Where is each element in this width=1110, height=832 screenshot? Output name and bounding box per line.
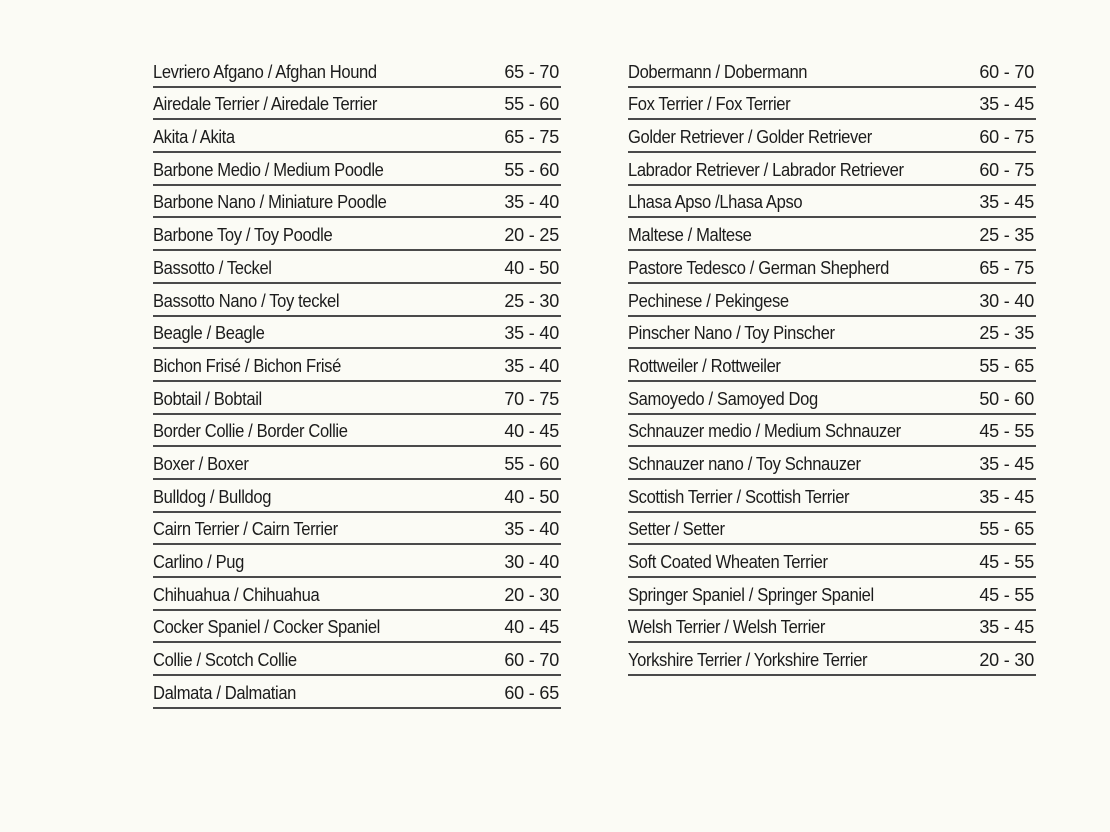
size-range: 55 - 65 <box>979 355 1034 376</box>
size-range: 35 - 45 <box>979 617 1034 638</box>
breed-name: Barbone Toy / Toy Poodle <box>153 225 333 246</box>
breed-row <box>153 153 561 186</box>
size-range: 40 - 50 <box>504 486 559 507</box>
size-range: 70 - 75 <box>504 388 559 409</box>
breed-name: Pinscher Nano / Toy Pinscher <box>628 323 835 344</box>
size-range: 25 - 30 <box>504 290 559 311</box>
breed-name: Bichon Frisé / Bichon Frisé <box>153 355 341 376</box>
breed-row <box>628 88 1036 121</box>
size-range: 55 - 60 <box>504 453 559 474</box>
size-range: 65 - 75 <box>504 127 559 148</box>
breed-row <box>628 447 1036 480</box>
breed-name: Cairn Terrier / Cairn Terrier <box>153 519 338 540</box>
breed-name: Welsh Terrier / Welsh Terrier <box>628 617 826 638</box>
breed-name: Fox Terrier / Fox Terrier <box>628 94 791 115</box>
breed-name: Bobtail / Bobtail <box>153 388 262 409</box>
breed-row <box>153 382 561 415</box>
breed-row <box>153 643 561 676</box>
breed-row <box>153 349 561 382</box>
breed-row <box>628 251 1036 284</box>
breed-name: Labrador Retriever / Labrador Retriever <box>628 159 904 180</box>
breed-row <box>628 55 1036 88</box>
size-range: 60 - 75 <box>979 159 1034 180</box>
breed-row <box>153 317 561 350</box>
breed-name: Schnauzer nano / Toy Schnauzer <box>628 453 861 474</box>
breed-name: Akita / Akita <box>153 127 235 148</box>
breed-name: Dobermann / Dobermann <box>628 61 808 82</box>
breed-row <box>628 415 1036 448</box>
breed-row <box>153 480 561 513</box>
breed-name: Setter / Setter <box>628 519 725 540</box>
breed-name: Rottweiler / Rottweiler <box>628 355 781 376</box>
breed-row <box>153 545 561 578</box>
size-range: 35 - 45 <box>979 486 1034 507</box>
breed-name: Levriero Afgano / Afghan Hound <box>153 61 377 82</box>
size-range: 60 - 75 <box>979 127 1034 148</box>
size-range: 25 - 35 <box>979 323 1034 344</box>
size-range: 40 - 45 <box>504 421 559 442</box>
breed-row <box>153 88 561 121</box>
breed-name: Pechinese / Pekingese <box>628 290 789 311</box>
breed-row <box>628 317 1036 350</box>
size-range: 45 - 55 <box>979 584 1034 605</box>
breed-row <box>628 545 1036 578</box>
size-range: 25 - 35 <box>979 225 1034 246</box>
breed-row <box>153 120 561 153</box>
breed-row <box>628 643 1036 676</box>
size-range: 35 - 45 <box>979 192 1034 213</box>
breed-row <box>628 382 1036 415</box>
breed-name: Pastore Tedesco / German Shepherd <box>628 257 889 278</box>
breed-name: Springer Spaniel / Springer Spaniel <box>628 584 874 605</box>
left-breed-list <box>153 55 561 709</box>
breed-name: Soft Coated Wheaten Terrier <box>628 552 828 572</box>
size-range: 65 - 70 <box>504 61 559 82</box>
size-range: 60 - 65 <box>504 682 559 703</box>
breed-row <box>628 513 1036 546</box>
breed-row <box>153 578 561 611</box>
size-range: 65 - 75 <box>979 257 1034 278</box>
breed-row <box>628 284 1036 317</box>
size-range: 45 - 55 <box>979 552 1034 572</box>
breed-name: Collie / Scotch Collie <box>153 650 297 671</box>
size-range: 20 - 25 <box>504 225 559 246</box>
breed-row <box>628 480 1036 513</box>
breed-name: Border Collie / Border Collie <box>153 421 348 442</box>
breed-name: Schnauzer medio / Medium Schnauzer <box>628 421 901 442</box>
breed-row <box>153 186 561 219</box>
breed-name: Beagle / Beagle <box>153 323 265 344</box>
breed-row <box>628 578 1036 611</box>
breed-row <box>153 513 561 546</box>
size-range: 35 - 40 <box>504 355 559 376</box>
size-range: 35 - 40 <box>504 192 559 213</box>
size-range: 55 - 60 <box>504 94 559 115</box>
breed-row <box>628 120 1036 153</box>
size-range: 60 - 70 <box>504 650 559 671</box>
breed-name: Cocker Spaniel / Cocker Spaniel <box>153 617 380 638</box>
size-range: 30 - 40 <box>504 552 559 572</box>
breed-row <box>628 349 1036 382</box>
breed-name: Golder Retriever / Golder Retriever <box>628 127 872 148</box>
breed-name: Boxer / Boxer <box>153 453 249 474</box>
size-range: 60 - 70 <box>979 61 1034 82</box>
size-range: 35 - 45 <box>979 453 1034 474</box>
breed-name: Bulldog / Bulldog <box>153 486 272 507</box>
breed-name: Bassotto Nano / Toy teckel <box>153 290 340 311</box>
breed-name: Barbone Medio / Medium Poodle <box>153 159 384 180</box>
breed-row <box>153 251 561 284</box>
breed-name: Yorkshire Terrier / Yorkshire Terrier <box>628 650 868 671</box>
size-range: 20 - 30 <box>504 584 559 605</box>
size-range: 40 - 45 <box>504 617 559 638</box>
right-breed-list <box>628 55 1036 676</box>
breed-row <box>628 218 1036 251</box>
breed-row <box>153 415 561 448</box>
breed-name: Carlino / Pug <box>153 552 244 572</box>
breed-name: Scottish Terrier / Scottish Terrier <box>628 486 850 507</box>
size-range: 50 - 60 <box>979 388 1034 409</box>
size-range: 55 - 65 <box>979 519 1034 540</box>
breed-row <box>153 55 561 88</box>
breed-row <box>628 153 1036 186</box>
breed-name: Chihuahua / Chihuahua <box>153 584 320 605</box>
size-range: 55 - 60 <box>504 159 559 180</box>
breed-name: Maltese / Maltese <box>628 225 752 246</box>
breed-name: Airedale Terrier / Airedale Terrier <box>153 94 377 115</box>
breed-row <box>153 447 561 480</box>
breed-row <box>153 611 561 644</box>
breed-row <box>153 284 561 317</box>
breed-row <box>153 218 561 251</box>
breed-row <box>628 611 1036 644</box>
size-range: 30 - 40 <box>979 290 1034 311</box>
size-range: 35 - 45 <box>979 94 1034 115</box>
breed-name: Barbone Nano / Miniature Poodle <box>153 192 387 213</box>
breed-name: Lhasa Apso /Lhasa Apso <box>628 192 803 213</box>
size-range: 35 - 40 <box>504 323 559 344</box>
size-range: 20 - 30 <box>979 650 1034 671</box>
breed-row <box>628 186 1036 219</box>
breed-row <box>153 676 561 709</box>
breed-name: Bassotto / Teckel <box>153 257 272 278</box>
size-range: 40 - 50 <box>504 257 559 278</box>
breed-name: Dalmata / Dalmatian <box>153 682 297 703</box>
breed-name: Samoyedo / Samoyed Dog <box>628 388 818 409</box>
size-range: 35 - 40 <box>504 519 559 540</box>
size-range: 45 - 55 <box>979 421 1034 442</box>
